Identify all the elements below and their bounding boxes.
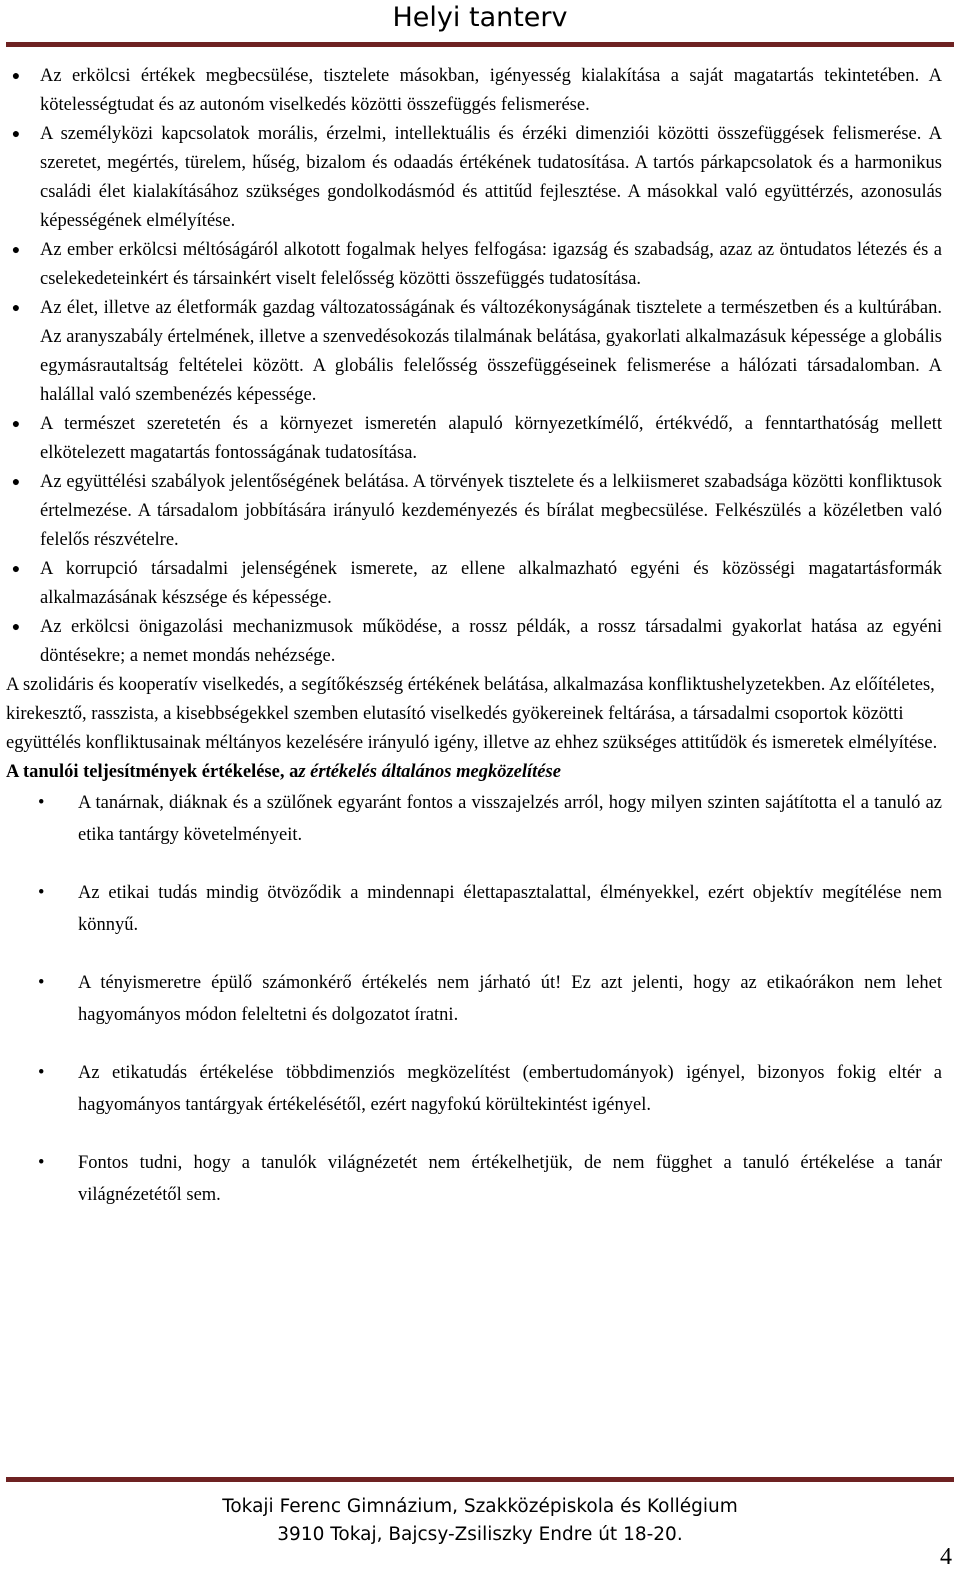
bullet-icon: •	[38, 883, 45, 903]
bullet-icon: •	[38, 793, 45, 813]
bullet-icon: •	[38, 1153, 45, 1173]
list-item: ● Az erkölcsi önigazolási mechanizmusok működése, a rossz példák, a rossz társadalmi gyakorlat hatása az egyéni döntésekre; a nemet mondás nehézsége.	[6, 613, 942, 671]
page-footer	[0, 1493, 960, 1549]
bullet-icon: ●	[11, 243, 21, 258]
section-heading: A tanulói teljesítmények értékelése, az értékelés általános megközelítése	[6, 762, 561, 782]
page-number: 4	[940, 1544, 952, 1570]
list-item: ● A természet szeretetén és a környezet ismeretén alapuló környezetkímélő, értékvédő, a fenntarthatóság mellett elkötelezett magatartás fontosságának tudatosítása.	[6, 410, 942, 468]
page-header-title: Helyi tanterv	[392, 2, 568, 33]
evaluation-list	[6, 787, 942, 1211]
list-item: ● A korrupció társadalmi jelenségének ismerete, az ellene alkalmazható egyéni és közösségi magatartásformák alkalmazásának készsége és képessége.	[6, 555, 942, 613]
bullet-icon: ●	[11, 127, 21, 142]
bullet-icon: ●	[11, 475, 21, 490]
body-paragraph: A szolidáris és kooperatív viselkedés, a segítőkészség értékének belátása, alkalmazása konfliktushelyzetekben. Az előítéletes, kirekesztő, rasszista, a kisebbségekkel szemben elutasító viselkedés gyökereinek feltárása, a társadalmi csoportok közötti együttélés konfliktusainak méltányos kezelésére irányuló igény, illetve az ehhez szükséges attitűdök és ismeretek elmélyítése.	[6, 675, 938, 753]
list-item: ● Az ember erkölcsi méltóságáról alkotott fogalmak helyes felfogása: igazság és szabadság, azaz az öntudatos létezés és a cselekedeteinkért és társainkért viselt felelősség közötti összefüggés tudatosítása.	[6, 236, 942, 294]
list-item: • Az etikatudás értékelése többdimenziós megközelítést (embertudományok) igényel, bizonyos fokig eltér a hagyományos tantárgyak értékelésétől, ezért nagyfokú körültekintést igényel.	[6, 1057, 942, 1121]
bullet-icon: ●	[11, 301, 21, 316]
footer-rule	[6, 1477, 954, 1482]
list-item: ● Az erkölcsi értékek megbecsülése, tisztelete másokban, igényesség kialakítása a saját magatartás tekintetében. A kötelességtudat és az autonóm viselkedés közötti összefüggés felismerése.	[6, 62, 942, 120]
bullet-icon: ●	[11, 620, 21, 635]
list-item: ● A személyközi kapcsolatok morális, érzelmi, intellektuális és érzéki dimenziói közötti összefüggések felismerése. A szeretet, megértés, türelem, hűség, bizalom és odaadás értékének tudatosítása. A tartós párkapcsolatok és a harmonikus családi élet kialakításához szükséges gondolkodásmód és attitűd fejlesztése. A másokkal való együttérzés, azonosulás képességének elmélyítése.	[6, 120, 942, 236]
list-item: ● Az élet, illetve az életformák gazdag változatosságának és változékonyságának tisztelete a természetben és a kultúrában. Az aranyszabály értelmének, illetve a szenvedésokozás tilalmának belátása, gyakorlati alkalmazásuk képessége a globális egymásrautaltság feltételei között. A globális felelősség összefüggéseinek felismerése a hálózati társadalomban. A halállal való szembenézés képessége.	[6, 294, 942, 410]
list-item: ● Az együttélési szabályok jelentőségének belátása. A törvények tisztelete és a lelkiismeret szabadsága közötti konfliktusok értelmezése. A társadalom jobbítására irányuló kezdeményezés és bírálat megbecsülése. Felkészülés a közéletben való felelős részvételre.	[6, 468, 942, 555]
header-rule	[6, 42, 954, 47]
bullet-icon: ●	[11, 562, 21, 577]
objectives-list	[6, 62, 942, 671]
bullet-icon: •	[38, 1063, 45, 1083]
document-body	[6, 62, 942, 1237]
list-item: • A tényismeretre épülő számonkérő értékelés nem járható út! Ez azt jelenti, hogy az etikaórákon nem lehet hagyományos módon feleltetni és dolgozatot íratni.	[6, 967, 942, 1031]
list-item: • Fontos tudni, hogy a tanulók világnézetét nem értékelhetjük, de nem függhet a tanuló értékelése a tanár világnézetétől sem.	[6, 1147, 942, 1211]
bullet-icon: •	[38, 973, 45, 993]
bullet-icon: ●	[11, 69, 21, 84]
list-item: • A tanárnak, diáknak és a szülőnek egyaránt fontos a visszajelzés arról, hogy milyen szinten sajátította el a tanuló az etika tantárgy követelményeit.	[6, 787, 942, 851]
footer-address: 3910 Tokaj, Bajcsy-Zsiliszky Endre út 18-20.	[277, 1524, 683, 1545]
footer-school-name: Tokaji Ferenc Gimnázium, Szakközépiskola és Kollégium	[222, 1496, 738, 1517]
list-item: • Az etikai tudás mindig ötvöződik a mindennapi élettapasztalattal, élményekkel, ezért objektív megítélése nem könnyű.	[6, 877, 942, 941]
bullet-icon: ●	[11, 417, 21, 432]
